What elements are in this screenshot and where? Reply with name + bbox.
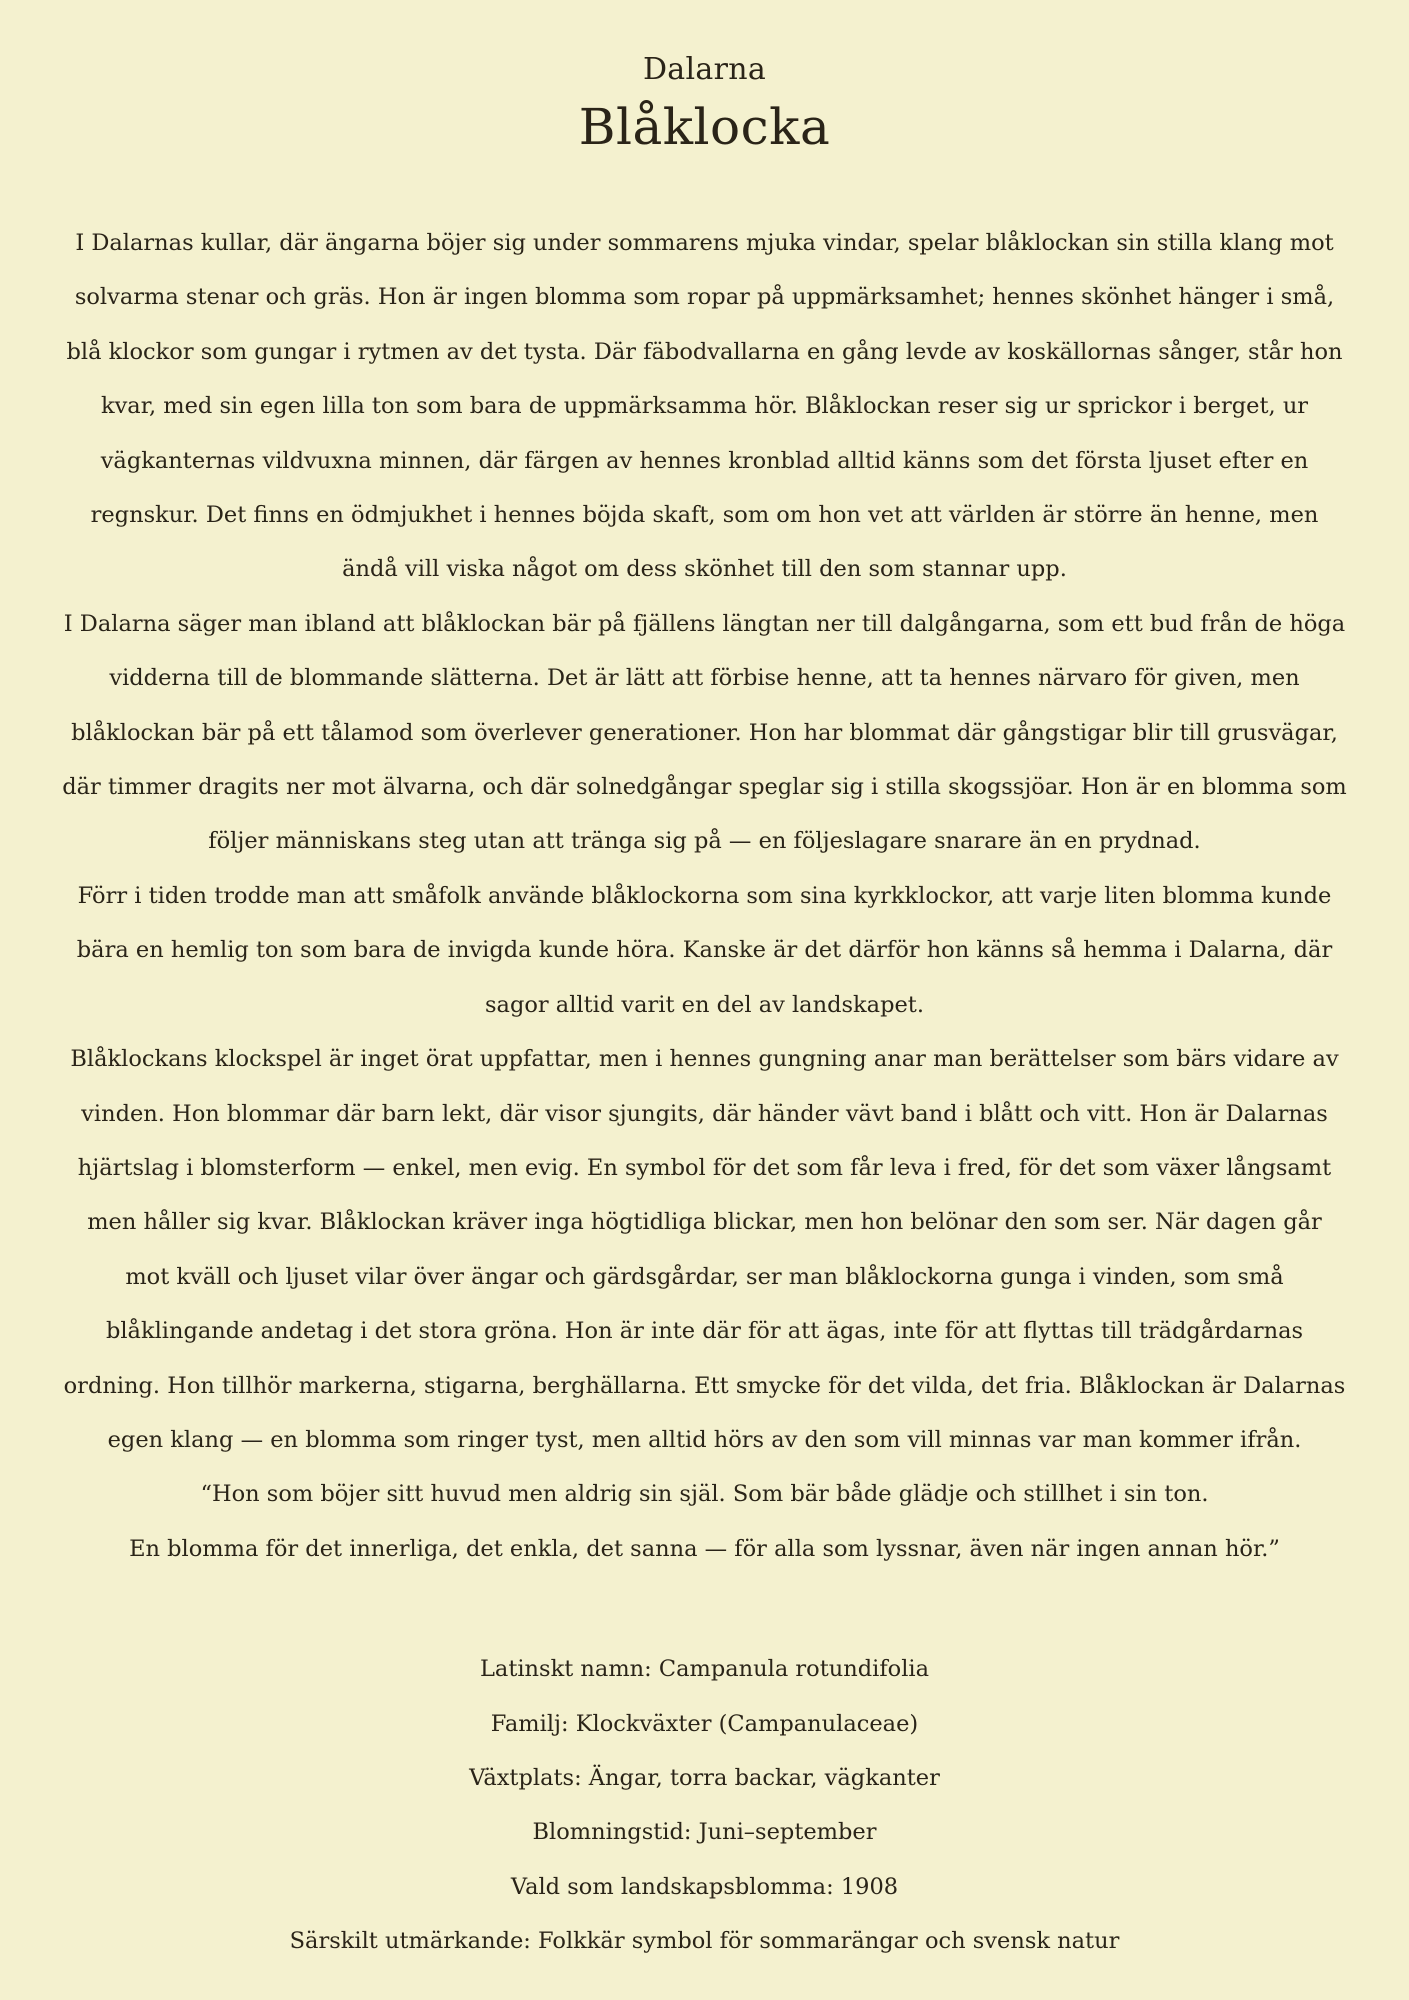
fact-family: Familj: Klockväxter (Campanulaceae): [490, 1710, 919, 1737]
fact-bloom-period: Blomningstid: Juni–september: [532, 1819, 877, 1846]
paragraph-1: I Dalarnas kullar, där ängarna böjer sig under sommarens mjuka vindar, spelar blåklockan sin stilla klang mot solvarma stenar och gräs. Hon är ingen blomma som ropar på uppmärksamhet; hennes skönhet hänger i små, blå klockor som gungar i rytmen av det tysta. Där fäbodvallarna en gång levde av koskällornas sånger, står hon kvar, med sin egen lilla ton som bara de uppmärksamma hör. Blåklockan reser sig ur sprickor i berget, ur vägkanternas vildvuxna minnen, där färgen av hennes kronblad alltid känns som det första ljuset efter en regnskur. Det finns en ödmjukhet i hennes böjda skaft, som om hon vet att världen är större än henne, men ändå vill viska något om dess skönhet till den som stannar upp.: [66, 230, 1343, 583]
page-title: Blåklocka: [578, 98, 831, 156]
fact-notable: Särskilt utmärkande: Folkkär symbol för sommarängar och svensk natur: [289, 1928, 1120, 1955]
quote-line-2: En blomma för det innerliga, det enkla, det sanna — för alla som lyssnar, även när ingen annan hör.”: [129, 1535, 1280, 1562]
fact-latin-name: Latinskt namn: Campanula rotundifolia: [479, 1656, 930, 1683]
fact-chosen-year: Vald som landskapsblomma: 1908: [510, 1873, 899, 1900]
paragraph-2: I Dalarna säger man ibland att blåklockan bär på fjällens längtan ner till dalgångarna, som ett bud från de höga vidderna till de blommande slätterna. Det är lätt att förbise henne, att ta hennes närvaro för given, men blåklockan bär på ett tålamod som överlever generationer. Hon har blommat där gångstigar blir till grusvägar, där timmer dragits ner mot älvarna, och där solnedgångar speglar sig i stilla skogssjöar. Hon är en blomma som följer människans steg utan att tränga sig på — en följeslagare snarare än en prydnad.: [62, 610, 1347, 855]
body-text: [62, 216, 1347, 1576]
quote-line-1: “Hon som böjer sitt huvud men aldrig sin själ. Som bär både glädje och stillhet i sin ton.: [200, 1481, 1209, 1508]
fact-habitat: Växtplats: Ängar, torra backar, vägkanter: [469, 1764, 940, 1791]
paragraph-3: Förr i tiden trodde man att småfolk använde blåklockorna som sina kyrkklockor, att varje liten blomma kunde bära en hemlig ton som bara de invigda kunde höra. Kanske är det därför hon känns så hemma i Dalarna, där sagor alltid varit en del av landskapet.: [76, 882, 1333, 1018]
region-heading: Dalarna: [642, 52, 767, 87]
facts-list: [62, 1642, 1347, 1968]
paragraph-4: Blåklockans klockspel är inget örat uppfattar, men i hennes gungning anar man berättelser som bärs vidare av vinden. Hon blommar där barn lekt, där visor sjungits, där händer vävt band i blått och vitt. Hon är Dalarnas hjärtslag i blomsterform — enkel, men evig. En symbol för det som får leva i fred, för det som växer långsamt men håller sig kvar. Blåklockan kräver inga högtidliga blickar, men hon belönar den som ser. När dagen går mot kväll och ljuset vilar över ängar och gärdsgårdar, ser man blåklockorna gunga i vinden, som små blåklingande andetag i det stora gröna. Hon är inte där för att ägas, inte för att flyttas till trädgårdarnas ordning. Hon tillhör markerna, stigarna, berghällarna. Ett smycke för det vilda, det fria. Blåklockan är Dalarnas egen klang — en blomma som ringer tyst, men alltid hörs av den som vill minnas var man kommer ifrån.: [63, 1046, 1346, 1453]
